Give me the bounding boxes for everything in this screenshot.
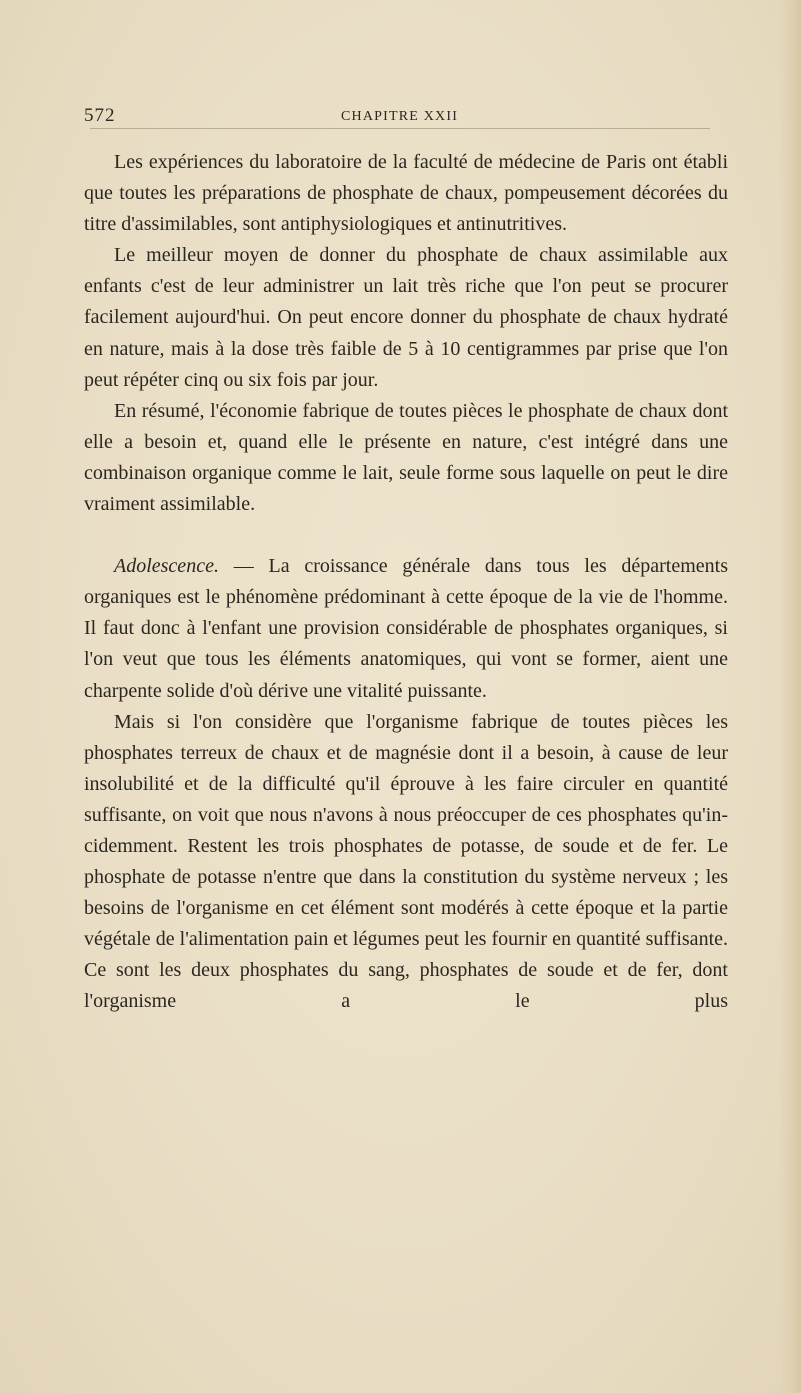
page-number: 572 [84, 105, 116, 126]
section-paragraph [84, 551, 728, 706]
body-text [84, 147, 728, 1018]
page-header [84, 104, 714, 128]
running-head: CHAPITRE XXII [341, 109, 459, 124]
section-paragraph-text: — La croissance générale dans tous les départements organiques est le phénomène prédominant à cette époque de la vie de l'homme. Il faut donc à l'enfant une provision considérable de phosphates organiques, si l'on veut que tous les éléments anatomiques, qui vont se former, aient une charpente solide d'où dérive une vitalité puissante. [84, 555, 728, 702]
paragraph: Mais si l'on considère que l'organisme fabrique de toutes pièces les phosphates terreux de chaux et de magnésie dont il a besoin, à cause de leur insolubilité et de la difficulté qu'il éprouve à les faire circuler en quantité suffisante, on voit que nous n'avons à nous préoccuper de ces phosphates qu'incidemment. Restent les trois phosphates de potasse, de soude et de fer. Le phosphate de potasse n'entre que dans la constitution du système nerveux ; les besoins de l'organisme en cet élément sont modérés à cette époque et la partie végétale de l'alimentation pain et légumes peut les fournir en quantité suffisante. Ce sont les deux phosphates du sang, phosphates de soude et de fer, dont l'organisme a le plus [84, 710, 728, 1013]
section-title: Adolescence. [114, 555, 219, 578]
page-edge-shadow [779, 0, 801, 1393]
header-rule [90, 128, 710, 129]
paragraph: Les expériences du laboratoire de la faculté de médecine de Paris ont établi que toutes les préparations de phosphate de chaux, pompeusement décorées du titre d'assimilables, sont antiphysiologiques et antinutritives. [84, 151, 728, 236]
paragraph: Le meilleur moyen de donner du phosphate de chaux assimilable aux enfants c'est de leur administrer un lait très riche que l'on peut se procurer facilement aujourd'hui. On peut encore donner du phosphate de chaux hydraté en nature, mais à la dose très faible de 5 à 10 centigrammes par prise que l'on peut répéter cinq ou six fois par jour. [84, 244, 728, 391]
paragraph: En résumé, l'économie fabrique de toutes pièces le phosphate de chaux dont elle a besoin et, quand elle le présente en nature, c'est intégré dans une combinaison organique comme le lait, seule forme sous laquelle on peut le dire vraiment assimilable. [84, 399, 728, 516]
